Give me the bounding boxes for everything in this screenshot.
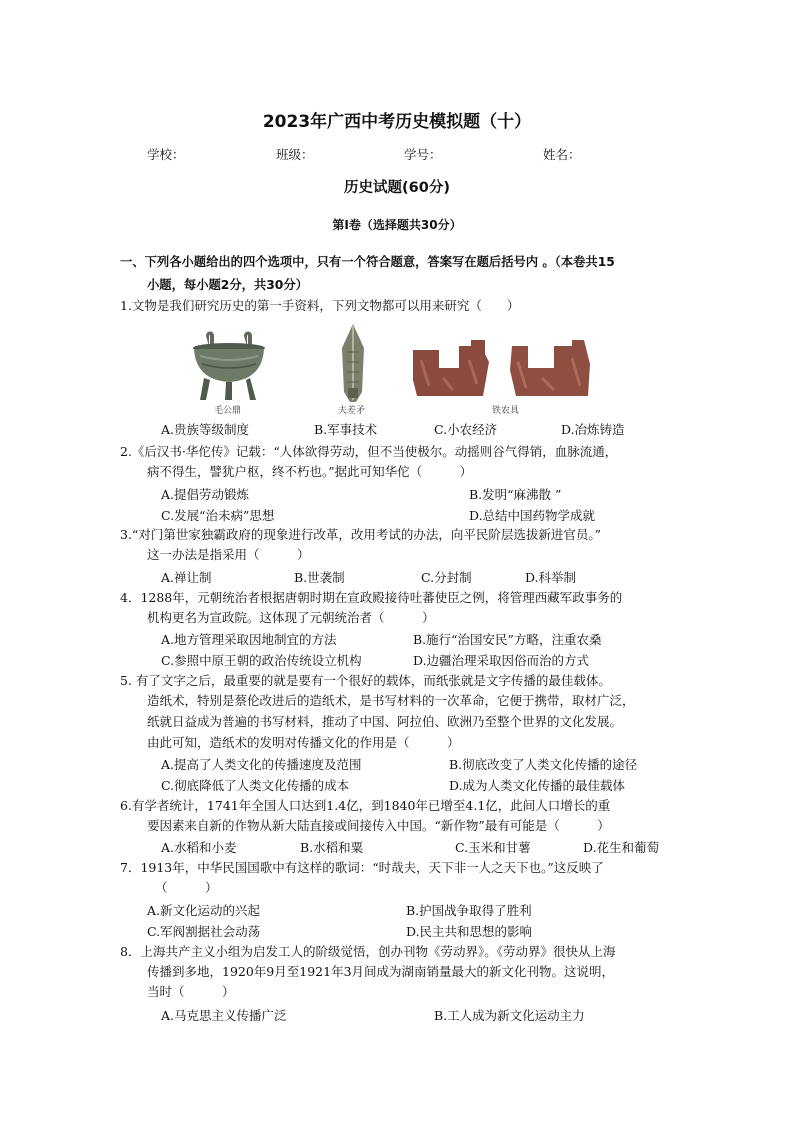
- section-instruction: 一、下列各小题给出的四个选项中，只有一个符合题意，答案写在题后括号内 。（本卷共15: [120, 255, 615, 269]
- q6-option-b[interactable]: B.水稻和粟: [300, 840, 364, 855]
- page-title: 2023年广西中考历史模拟题（十）: [262, 112, 532, 132]
- class-label: 班级：: [276, 147, 314, 162]
- q2-option-c[interactable]: C.发展“治未病”思想: [161, 508, 275, 523]
- name-label: 姓名：: [543, 147, 581, 162]
- question-5-stem-cont-2: 纸就日益成为普遍的书写材料，推动了中国、阿拉伯、欧洲乃至整个世界的文化发展。: [147, 714, 623, 729]
- question-7-stem-cont: （ ）: [155, 880, 218, 895]
- question-4-stem-cont: 机构更名为宣政院。这体现了元朝统治者（ ）: [147, 610, 435, 625]
- question-6-stem-cont: 要因素来自新的作物从新大陆直接或间接传入中国。“新作物”最有可能是（ ）: [147, 818, 610, 833]
- question-2-stem-cont: 病不得生，譬犹户枢，终不朽也。”据此可知华佗（ ）: [147, 464, 473, 479]
- q3-option-b[interactable]: B.世袭制: [294, 570, 345, 585]
- part-title: 第Ⅰ卷（选择题共30分）: [332, 218, 462, 232]
- q1-option-a[interactable]: A.贵族等级制度: [161, 422, 250, 437]
- q3-option-a[interactable]: A.禅让制: [161, 570, 212, 585]
- q5-option-c[interactable]: C.彻底降低了人类文化传播的成本: [161, 778, 350, 793]
- q3-option-c[interactable]: C.分封制: [421, 570, 472, 585]
- q5-option-d[interactable]: D.成为人类文化传播的最佳载体: [449, 778, 626, 793]
- caption-maogong-ding: 毛公鼎: [214, 406, 242, 416]
- q1-option-d[interactable]: D.冶炼铸造: [561, 422, 625, 437]
- q4-option-a[interactable]: A.地方管理采取因地制宜的方法: [161, 632, 337, 647]
- q4-option-b[interactable]: B.施行“治国安民”方略，注重农桑: [413, 632, 602, 647]
- q3-option-d[interactable]: D.科举制: [525, 570, 577, 585]
- q8-option-b[interactable]: B.工人成为新文化运动主力: [434, 1008, 585, 1023]
- question-8-stem-cont-1: 传播到多地，1920年9月至1921年3月间成为湖南销量最大的新文化刊物。这说明，: [147, 964, 615, 979]
- question-2-stem: 2.《后汉书·华佗传》记载：“人体欲得劳动，但不当使极尔。动摇则谷气得销，血脉流通，: [120, 444, 618, 459]
- q7-option-c[interactable]: C.军阀割据社会动荡: [147, 924, 261, 939]
- question-1-stem: 1.文物是我们研究历史的第一手资料，下列文物都可以用来研究（ ）: [120, 298, 520, 313]
- question-5-stem-cont-1: 造纸术，特别是蔡伦改进后的造纸术，是书写材料的一次革命，它便于携带，取材广泛，: [147, 693, 635, 708]
- question-5-stem: 5. 有了文字之后，最重要的就是要有一个很好的载体，而纸张就是文字传播的最佳载体。: [120, 673, 611, 688]
- iron-tool-right-image: [508, 340, 590, 396]
- caption-fuchai-spear: 夫差矛: [338, 406, 366, 416]
- caption-iron-tools: 铁农具: [492, 406, 520, 416]
- question-3-stem-cont: 这一办法是指采用（ ）: [147, 547, 310, 562]
- exam-subtitle: 历史试题(60分): [344, 180, 450, 196]
- question-7-stem: 7．1913年，中华民国国歌中有这样的歌词：“时哉夫，天下非一人之天下也。”这反映了: [120, 860, 604, 875]
- q2-option-a[interactable]: A.提倡劳动锻炼: [161, 487, 250, 502]
- q4-option-d[interactable]: D.边疆治理采取因俗而治的方式: [413, 653, 590, 668]
- section-instruction-cont: 小题，每小题2分，共30分）: [147, 278, 308, 292]
- question-4-stem: 4．1288年，元朝统治者根据唐朝时期在宣政殿接待吐蕃使臣之例，将管理西藏军政事务的: [120, 590, 623, 605]
- q2-option-d[interactable]: D.总结中国药物学成就: [469, 508, 596, 523]
- q4-option-c[interactable]: C.参照中原王朝的政治传统设立机构: [161, 653, 362, 668]
- fuchai-spear-image: [338, 322, 368, 404]
- question-8-stem: 8．上海共产主义小组为启发工人的阶级觉悟，创办刊物《劳动界》。《劳动界》很快从上海: [120, 944, 616, 959]
- school-label: 学校：: [147, 147, 185, 162]
- q6-option-c[interactable]: C.玉米和甘薯: [455, 840, 531, 855]
- question-3-stem: 3.“对门第世家独霸政府的现象进行改革，改用考试的办法，向平民阶层选拔新进官员。”: [120, 527, 601, 542]
- q1-option-c[interactable]: C.小农经济: [434, 422, 498, 437]
- q7-option-a[interactable]: A.新文化运动的兴起: [147, 903, 261, 918]
- maogong-ding-image: [188, 330, 270, 402]
- question-8-stem-cont-2: 当时（ ）: [147, 984, 235, 999]
- question-6-stem: 6.有学者统计，1741年全国人口达到1.4亿，到1840年已增至4.1亿，此间人口增长的重: [120, 798, 611, 813]
- iron-tool-left-image: [413, 340, 489, 396]
- q7-option-b[interactable]: B.护国战争取得了胜利: [406, 903, 532, 918]
- question-5-stem-cont-3: 由此可知，造纸术的发明对传播文化的作用是（ ）: [147, 735, 460, 750]
- q1-option-b[interactable]: B.军事技术: [314, 422, 378, 437]
- q6-option-a[interactable]: A.水稻和小麦: [161, 840, 237, 855]
- student-id-label: 学号：: [404, 147, 442, 162]
- q6-option-d[interactable]: D.花生和葡萄: [583, 840, 660, 855]
- q5-option-b[interactable]: B.彻底改变了人类文化传播的途径: [449, 757, 638, 772]
- q5-option-a[interactable]: A.提高了人类文化的传播速度及范围: [161, 757, 362, 772]
- q8-option-a[interactable]: A.马克思主义传播广泛: [161, 1008, 287, 1023]
- q2-option-b[interactable]: B.发明“麻沸散 ”: [469, 487, 562, 502]
- q7-option-d[interactable]: D.民主共和思想的影响: [406, 924, 533, 939]
